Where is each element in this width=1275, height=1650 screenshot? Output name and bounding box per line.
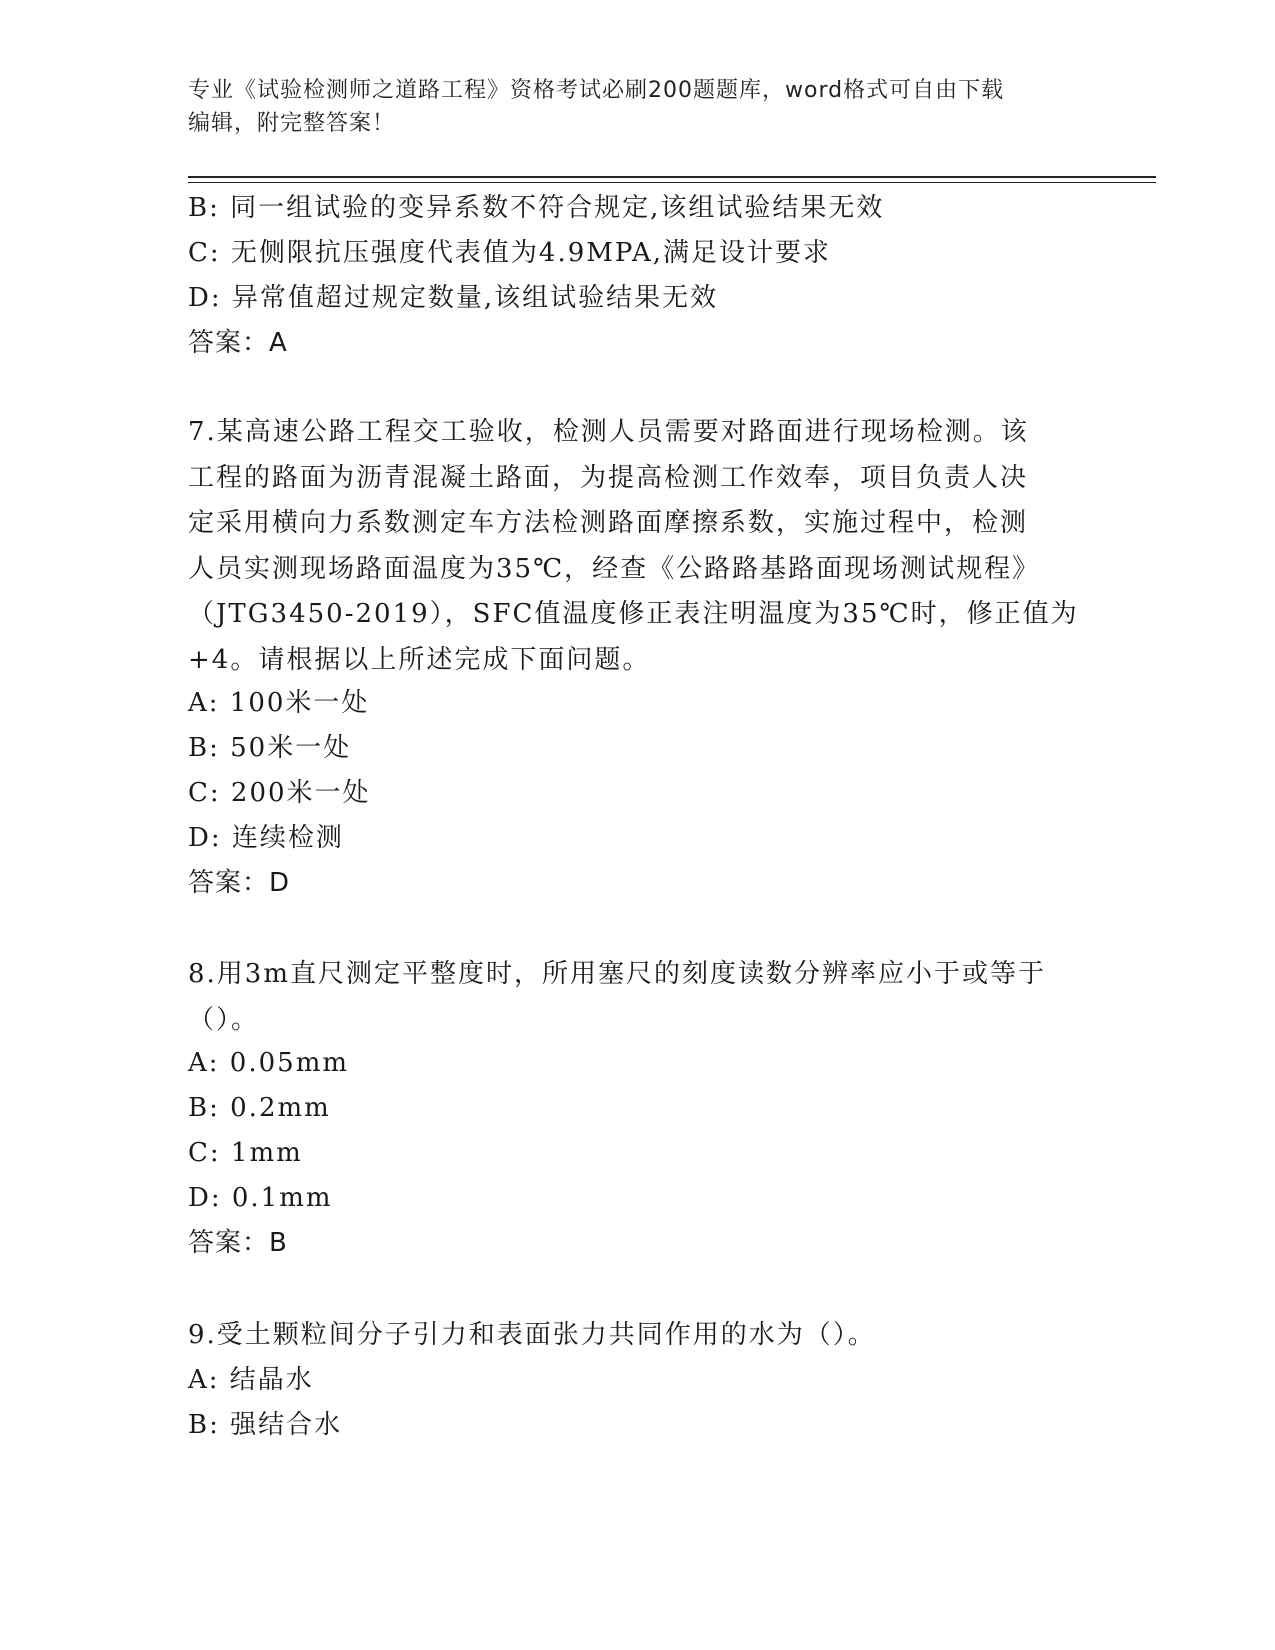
q7-option-b: B: 50米一处 [188, 733, 352, 763]
q7-line-2: 工程的路面为沥青混凝土路面，为提高检测工作效奉，项目负责人决 [188, 462, 1029, 493]
q8-question-text [188, 952, 1068, 1043]
q8-option-b: B: 0.2mm [188, 1093, 331, 1123]
q9-question-text [188, 1313, 1068, 1359]
q7-line-3: 定采用横向力系数测定车方法检测路面摩擦系数，实施过程中，检测 [188, 508, 1029, 538]
document-header [188, 74, 1088, 140]
q7-option-d: D: 连续检测 [188, 823, 344, 853]
q8-answer: 答案：B [188, 1228, 288, 1258]
q7-line-4: 人员实测现场路面温度为35℃，经查《公路路基路面现场测试规程》 [188, 553, 1041, 584]
q8-line-1: 8.用3m直尺测定平整度时，所用塞尺的刻度读数分辨率应小于或等于 [188, 959, 1047, 989]
q7-option-c: C: 200米一处 [188, 778, 371, 808]
q8-line-2: （）。 [188, 1004, 260, 1035]
q9-line-1: 9.受土颗粒间分子引力和表面张力共同作用的水为（）。 [188, 1320, 876, 1350]
q6-answer: 答案：A [188, 328, 288, 358]
q8-option-a: A: 0.05mm [188, 1048, 349, 1078]
header-line-2: 编辑，附完整答案！ [188, 111, 396, 136]
q7-line-6: +4。请根据以上所述完成下面问题。 [188, 644, 651, 675]
q8-option-d: D: 0.1mm [188, 1183, 333, 1213]
q7-option-a: A: 100米一处 [188, 688, 370, 718]
q9-option-a: A: 结晶水 [188, 1365, 314, 1395]
q6-option-b: B: 同一组试验的变异系数不符合规定,该组试验结果无效 [188, 193, 885, 223]
header-line-1: 专业《试验检测师之道路工程》资格考试必刷200题题库，word格式可自由下载 [188, 78, 1005, 103]
q7-answer: 答案：D [188, 868, 291, 898]
q6-option-c: C: 无侧限抗压强度代表值为4.9MPA,满足设计要求 [188, 238, 832, 268]
q9-option-b: B: 强结合水 [188, 1410, 343, 1440]
q7-line-5: （JTG3450-2019），SFC值温度修正表注明温度为35℃时，修正值为 [188, 599, 1079, 629]
q8-option-c: C: 1mm [188, 1138, 303, 1168]
q7-line-1: 7.某高速公路工程交工验收，检测人员需要对路面进行现场检测。该 [188, 417, 1029, 447]
header-divider-thin [188, 182, 1156, 183]
q6-option-d: D: 异常值超过规定数量,该组试验结果无效 [188, 283, 719, 313]
q7-question-text [188, 410, 1079, 683]
header-divider-thick [188, 176, 1156, 178]
